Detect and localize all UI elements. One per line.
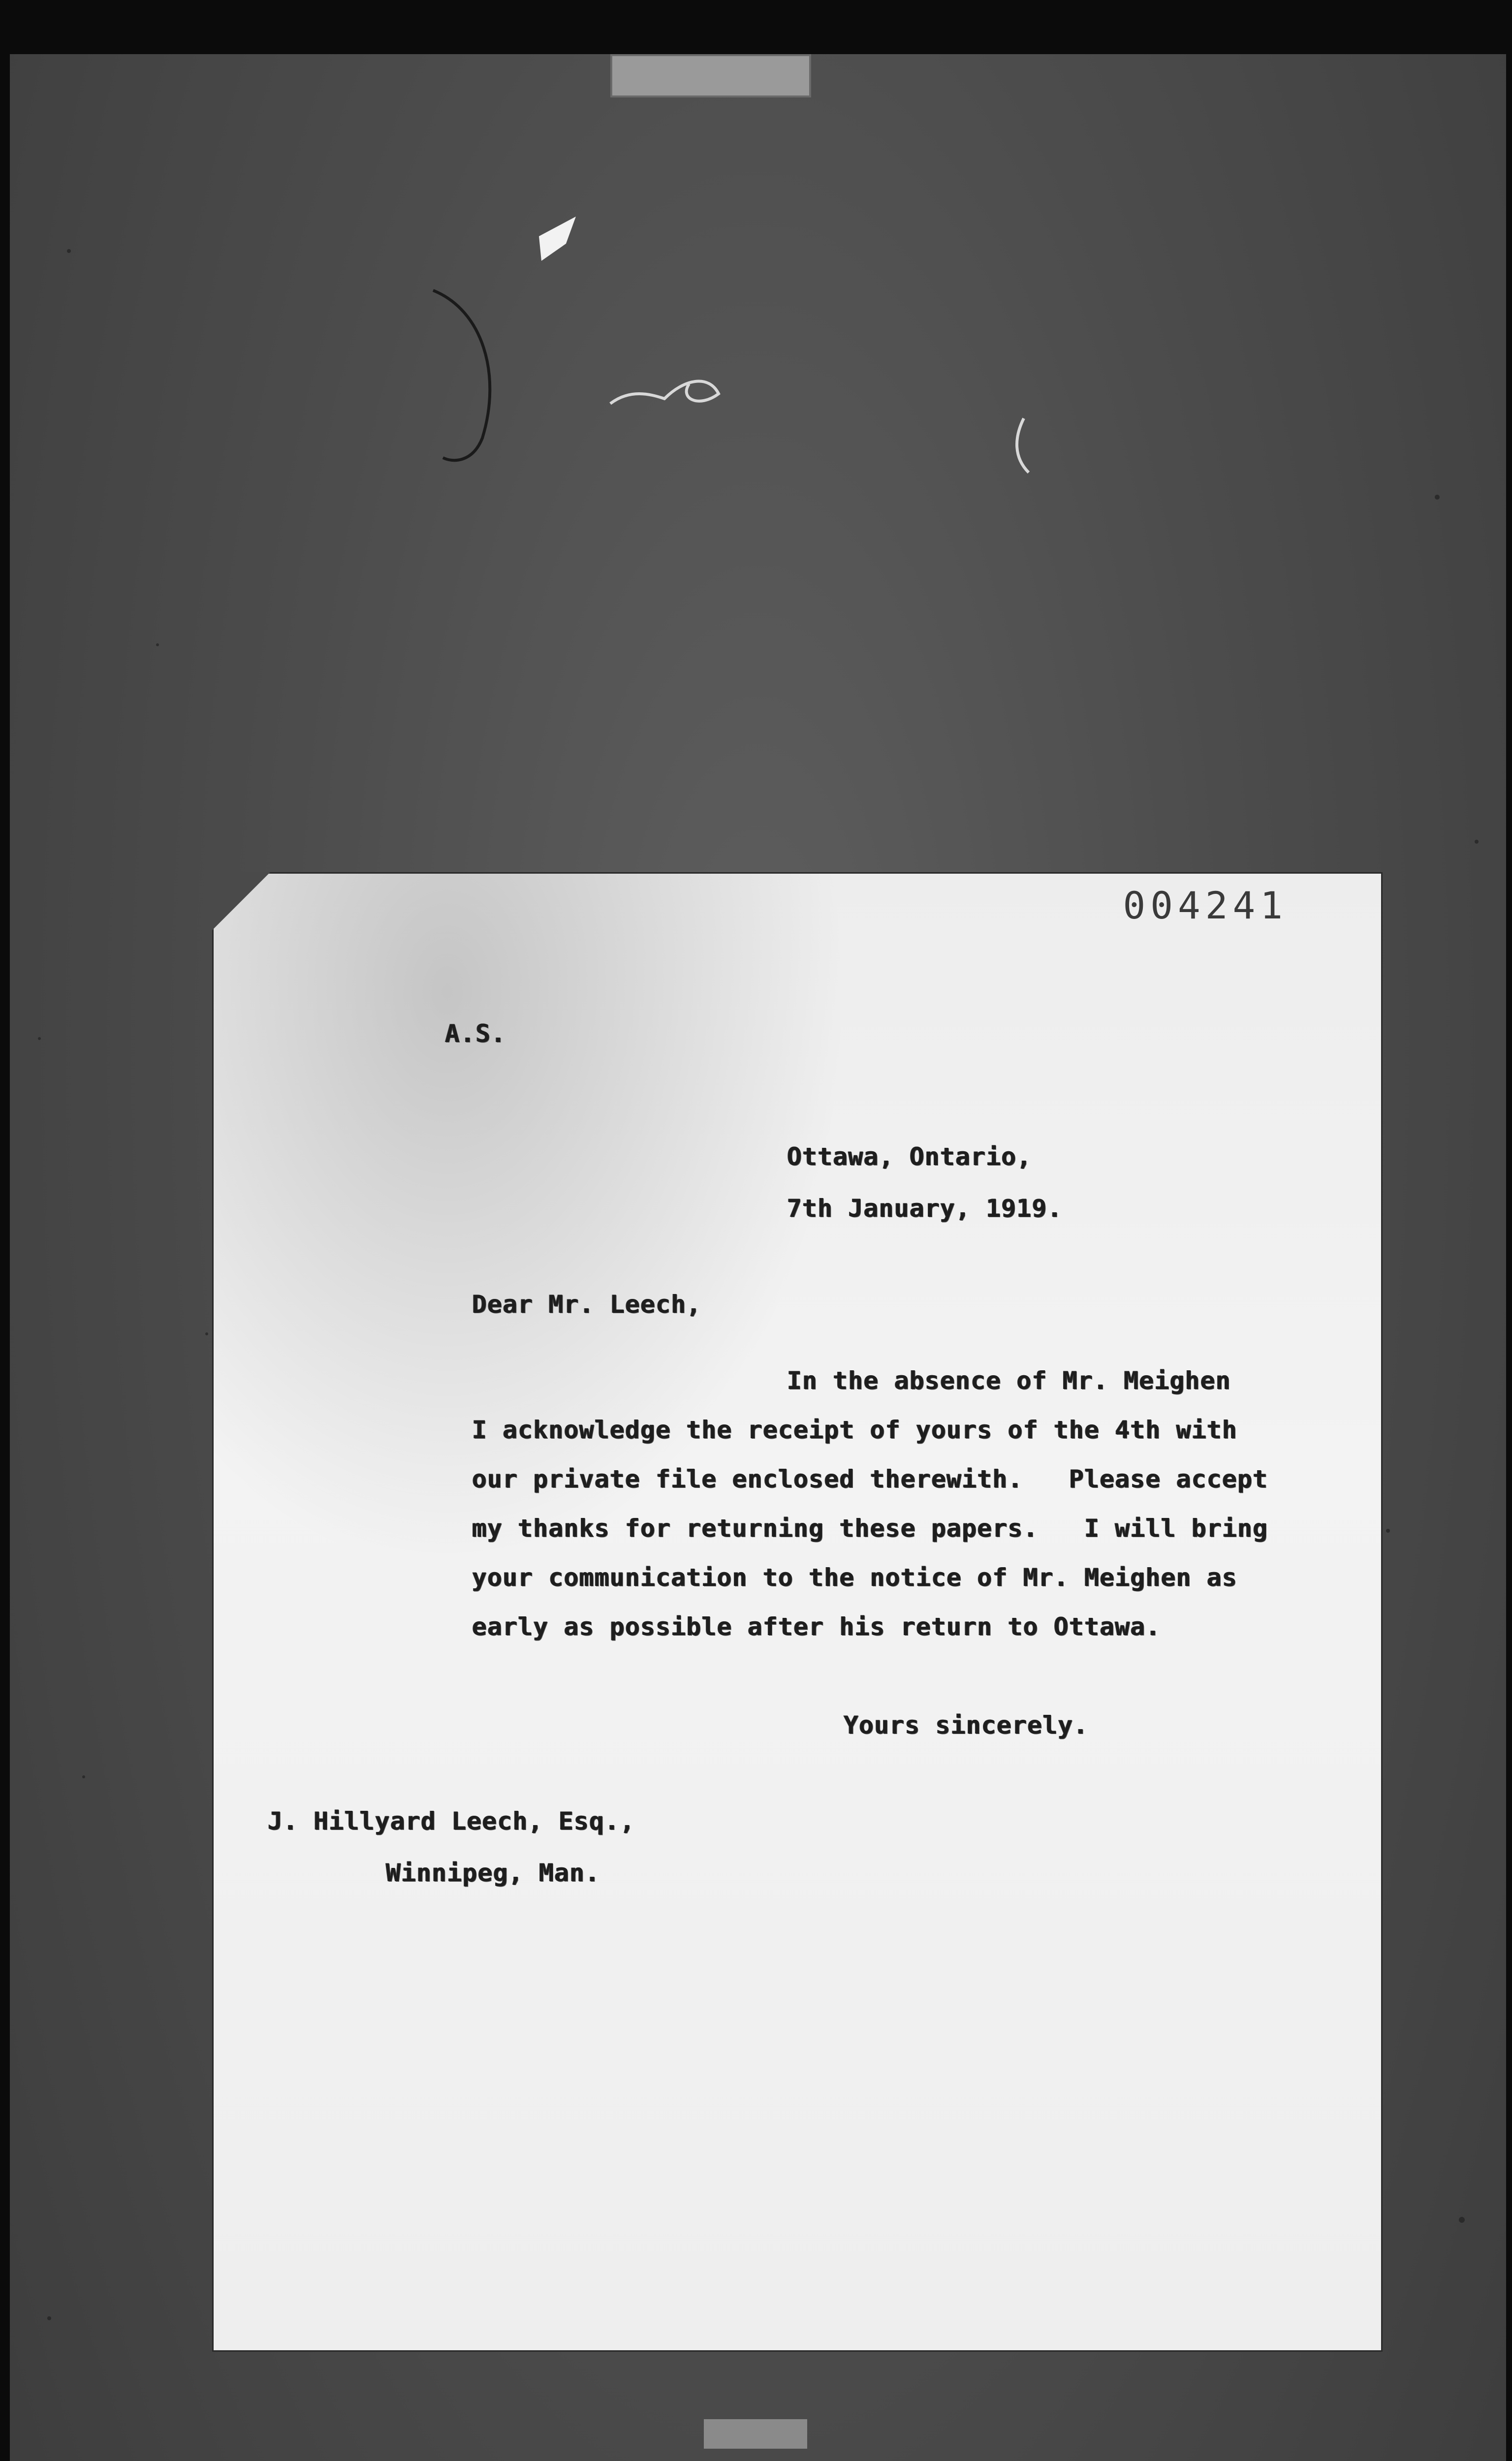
- body-line: my thanks for returning these papers. I will bring: [472, 1514, 1268, 1543]
- closing: Yours sincerely.: [844, 1711, 1089, 1739]
- folded-corner: [212, 872, 271, 931]
- initials: A.S.: [445, 1019, 506, 1048]
- body-line: early as possible after his return to Ottawa.: [472, 1612, 1161, 1641]
- bottom-clip-tab: [704, 2419, 807, 2449]
- salutation: Dear Mr. Leech,: [472, 1290, 702, 1319]
- date-line: 7th January, 1919.: [787, 1194, 1063, 1223]
- place-line: Ottawa, Ontario,: [787, 1142, 1032, 1171]
- body-line: In the absence of Mr. Meighen: [787, 1366, 1231, 1395]
- document-number: 004241: [1123, 883, 1288, 927]
- addressee-name: J. Hillyard Leech, Esq.,: [268, 1807, 635, 1835]
- body-line: our private file enclosed therewith. Please accept: [472, 1465, 1268, 1493]
- typed-letter: [214, 874, 1381, 2350]
- top-clip-tab: [610, 54, 811, 97]
- addressee-city: Winnipeg, Man.: [386, 1859, 600, 1887]
- body-line: your communication to the notice of Mr. Meighen as: [472, 1563, 1238, 1592]
- body-line: I acknowledge the receipt of yours of the 4th with: [472, 1416, 1238, 1444]
